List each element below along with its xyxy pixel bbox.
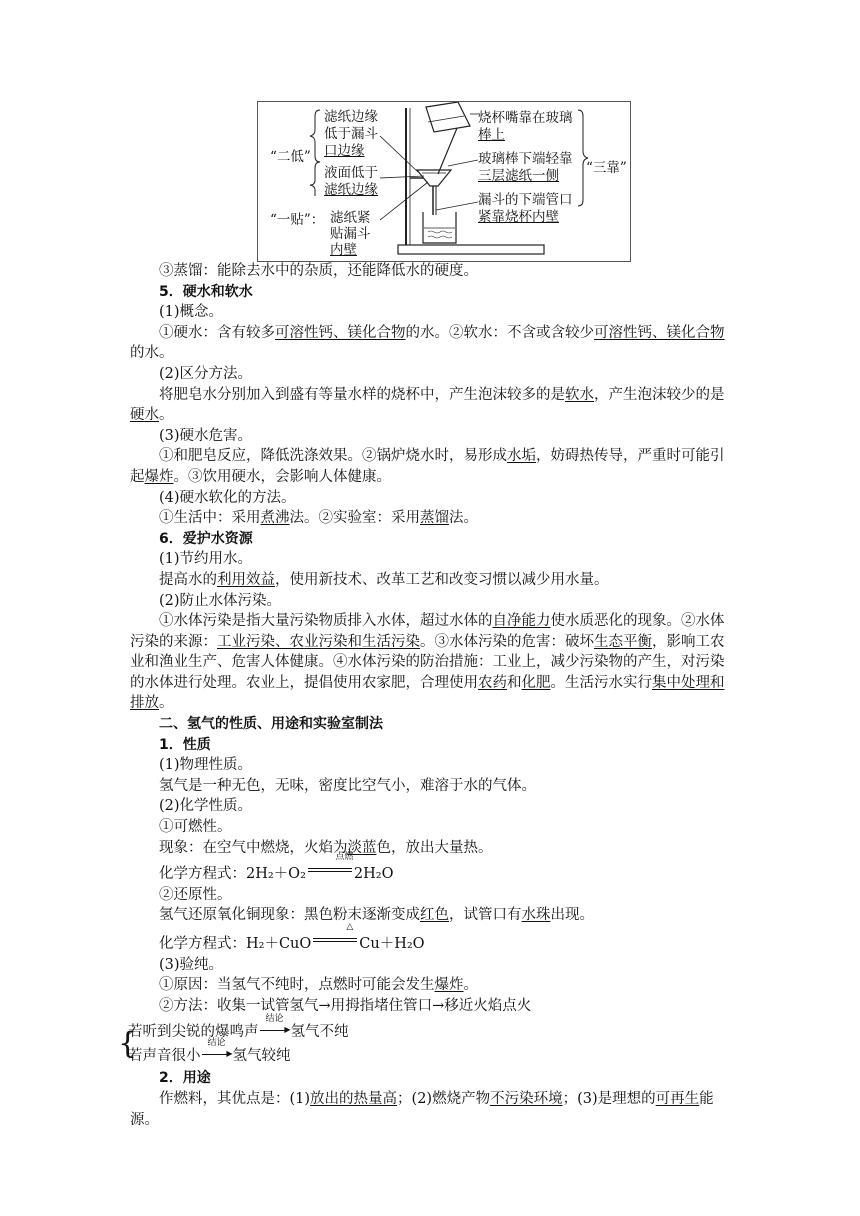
answer: 农药 xyxy=(478,674,507,691)
distill-line: ③蒸馏：能除去水中的杂质，还能降低水的硬度。 xyxy=(159,263,478,279)
physical-heading: (1)物理性质。 xyxy=(159,757,253,774)
document-body xyxy=(118,261,732,1130)
kao3-line-1: 漏斗的下端管口 xyxy=(478,192,573,208)
text: 。③饮用硬水，会影响人体健康。 xyxy=(173,468,391,485)
text: 氢气不纯 xyxy=(290,1024,349,1041)
condition: 点燃 xyxy=(335,852,354,863)
text: 氢气还原氧化铜现象：黑色粉末逐渐变成 xyxy=(159,907,420,924)
tie-line-1: 滤纸紧 xyxy=(330,210,371,226)
text: ，试管口有 xyxy=(449,907,522,924)
low2-line-2-text: 滤纸边缘 xyxy=(324,182,378,198)
text: ，使用新技术、改革工艺和改变习惯以减少用水量。 xyxy=(275,571,609,588)
text: ，影响工农业和渔业生产、危害人体健康。④水体污染的防治措施：工业上，减少污染物的产生，对污染的水体进行处理。农业上，提倡使用农家肥，合理使用 xyxy=(130,633,725,691)
reactants: 2H₂＋O₂ xyxy=(246,866,306,883)
low2-line-1: 液面低于 xyxy=(324,165,378,181)
filtration-apparatus-drawing xyxy=(258,102,632,263)
arrow: 结论 ▶ xyxy=(201,1045,233,1061)
properties-heading: 1．性质 xyxy=(159,736,211,753)
chemical-heading: (2)化学性质。 xyxy=(159,798,253,815)
answer: 软水 xyxy=(565,386,594,403)
pollution-text xyxy=(130,611,732,714)
text: 。 xyxy=(463,977,478,994)
filtration-diagram xyxy=(257,101,631,262)
text: ①硬水：含有较多 xyxy=(159,324,275,341)
answer: 煮沸 xyxy=(260,510,290,527)
answer: 硬水 xyxy=(130,407,159,424)
text: ①生活中：采用 xyxy=(159,510,261,527)
conclusion-pure xyxy=(128,1038,732,1068)
kao3-line-2-text: 紧靠烧杯内壁 xyxy=(478,209,559,225)
text: 化学方程式： xyxy=(159,866,246,883)
answer: 水垢 xyxy=(507,448,536,465)
text: ；(3)是理想的 xyxy=(562,1090,656,1107)
answer: 红色 xyxy=(420,907,449,924)
er-di-label: “二低” xyxy=(270,149,311,165)
text: 法。 xyxy=(449,510,478,527)
text: 出现。 xyxy=(550,907,594,924)
tie-line-2: 贴漏斗 xyxy=(330,226,371,242)
distinguish-method xyxy=(130,385,732,426)
text: 和 xyxy=(507,674,522,691)
reactants: H₂＋CuO xyxy=(246,936,312,952)
san-kao-label: “三靠” xyxy=(586,160,627,176)
low1-line-3 xyxy=(324,143,365,159)
answer: 化肥 xyxy=(521,674,551,691)
answer: 蒸馏 xyxy=(420,510,449,527)
tie-line-3-text: 内壁 xyxy=(330,242,357,258)
kao2-line-1: 玻璃棒下端轻靠 xyxy=(478,151,573,167)
text: 氢气较纯 xyxy=(232,1048,291,1065)
text: 色，放出大量热。 xyxy=(376,839,493,856)
text: 。 xyxy=(159,407,174,424)
reducibility-heading: ②还原性。 xyxy=(159,886,232,903)
combustion-phenomenon xyxy=(130,838,732,859)
text: 的水。②软水：不含或含较少 xyxy=(405,324,594,341)
text: 。③水体污染的危害：破坏 xyxy=(420,633,594,650)
uses-heading: 2．用途 xyxy=(159,1070,211,1087)
arrow: 结论 ▶ xyxy=(259,1021,291,1037)
arrow-label: 结论 xyxy=(207,1038,226,1049)
kao2-line-2-text: 三层滤纸一侧 xyxy=(478,168,559,184)
text: 。 xyxy=(159,695,174,712)
kao1-line-2-text: 棒上 xyxy=(478,127,505,143)
text: 作燃料，其优点是：(1) xyxy=(159,1090,311,1107)
text: 提高水的 xyxy=(159,571,217,588)
text: 。生活污水实行 xyxy=(550,674,652,691)
text: 将肥皂水分别加入到盛有等量水样的烧杯中，产生泡沫较多的是 xyxy=(159,386,565,403)
text: 若听到尖锐的爆鸣声 xyxy=(128,1024,259,1041)
answer: 可溶性钙、镁化合物 xyxy=(594,324,725,341)
text: 化学方程式： xyxy=(159,936,246,952)
save-water-text xyxy=(130,570,732,591)
kao1-line-1: 烧杯嘴靠在玻璃 xyxy=(478,110,573,126)
answer: 水珠 xyxy=(521,907,551,924)
low1-line-1: 滤纸边缘 xyxy=(324,109,378,125)
text: ，产生泡沫较少的是 xyxy=(594,386,725,403)
text: 现象：在空气中燃烧，火焰为 xyxy=(159,839,348,856)
low1-line-2: 低于漏斗 xyxy=(324,126,378,142)
answer: 自净能力 xyxy=(492,613,551,630)
text: ①和肥皂反应，降低洗涤效果。②锅炉烧水时，易形成 xyxy=(159,448,507,465)
text: 能源。 xyxy=(130,1090,714,1128)
reaction-sign xyxy=(311,922,359,949)
answer: 放出的热量高 xyxy=(310,1090,398,1107)
reduction-phenomenon xyxy=(130,905,732,926)
uses-text xyxy=(130,1089,732,1130)
answer: 不污染环境 xyxy=(490,1090,563,1107)
save-water-heading: (1)节约用水。 xyxy=(159,551,253,568)
arrow-label: 结论 xyxy=(265,1014,284,1025)
combustibility-heading: ①可燃性。 xyxy=(159,819,232,836)
text: 法。②实验室：采用 xyxy=(289,510,420,527)
soften-heading: (4)硬水软化的方法。 xyxy=(159,489,296,506)
left-brace: { xyxy=(118,1026,138,1062)
low1-line-3-text: 口边缘 xyxy=(324,143,365,159)
answer: 爆炸 xyxy=(144,468,174,485)
reaction-sign xyxy=(306,852,354,879)
answer: 可溶性钙、镁化合物 xyxy=(275,324,406,341)
section-5-heading: 5．硬水和软水 xyxy=(159,283,253,300)
equation-reduction xyxy=(130,922,732,955)
purity-method: ②方法：收集一试管氢气→用拇指堵住管口→移近火焰点火 xyxy=(159,997,532,1014)
pollution-heading: (2)防止水体污染。 xyxy=(159,592,282,609)
hard-soft-definition xyxy=(130,323,732,364)
concept-heading: (1)概念。 xyxy=(159,304,224,321)
answer: 集中处理和排放 xyxy=(130,674,725,712)
text: 使水质恶化的现象。②水体污染的来源： xyxy=(130,613,725,650)
text: ①原因：当氢气不纯时，点燃时可能会发生 xyxy=(159,977,435,994)
answer: 淡蓝 xyxy=(347,839,377,856)
harm-heading: (3)硬水危害。 xyxy=(159,427,253,444)
yi-tie-label: “一贴”： xyxy=(270,212,325,228)
answer: 生态平衡 xyxy=(594,633,652,650)
text: ；(2)燃烧产物 xyxy=(397,1090,491,1107)
section-6-heading: 6．爱护水资源 xyxy=(159,530,253,547)
equation-combustion xyxy=(130,852,732,885)
products: 2H₂O xyxy=(353,866,394,883)
kao3-line-2 xyxy=(478,209,559,225)
text: ①水体污染是指大量污染物质排入水体，超过水体的 xyxy=(159,613,493,630)
text: 若声音很小 xyxy=(128,1048,201,1065)
condition: △ xyxy=(346,922,354,932)
kao2-line-2 xyxy=(478,168,559,184)
purity-reason xyxy=(130,975,732,996)
purity-conclusions xyxy=(118,1014,732,1068)
section-2-heading: 二、氢气的性质、用途和实验室制法 xyxy=(159,716,383,733)
text: 的水。 xyxy=(130,345,174,362)
distinguish-heading: (2)区分方法。 xyxy=(159,365,253,382)
tie-line-3 xyxy=(330,242,357,258)
harm-text xyxy=(130,446,732,487)
answer: 爆炸 xyxy=(434,977,464,994)
purity-test-heading: (3)验纯。 xyxy=(159,956,224,973)
kao1-line-2 xyxy=(478,127,505,143)
low2-line-2 xyxy=(324,182,378,198)
answer: 可再生 xyxy=(655,1090,700,1107)
answer: 利用效益 xyxy=(217,571,275,588)
physical-text: 氢气是一种无色，无味，密度比空气小，难溶于水的气体。 xyxy=(159,777,536,794)
text: ，妨碍热传导，严重时可能引起 xyxy=(130,448,725,485)
answer: 工业污染、农业污染和生活污染 xyxy=(217,633,420,650)
soften-methods xyxy=(130,508,732,529)
products: Cu＋H₂O xyxy=(359,936,425,952)
